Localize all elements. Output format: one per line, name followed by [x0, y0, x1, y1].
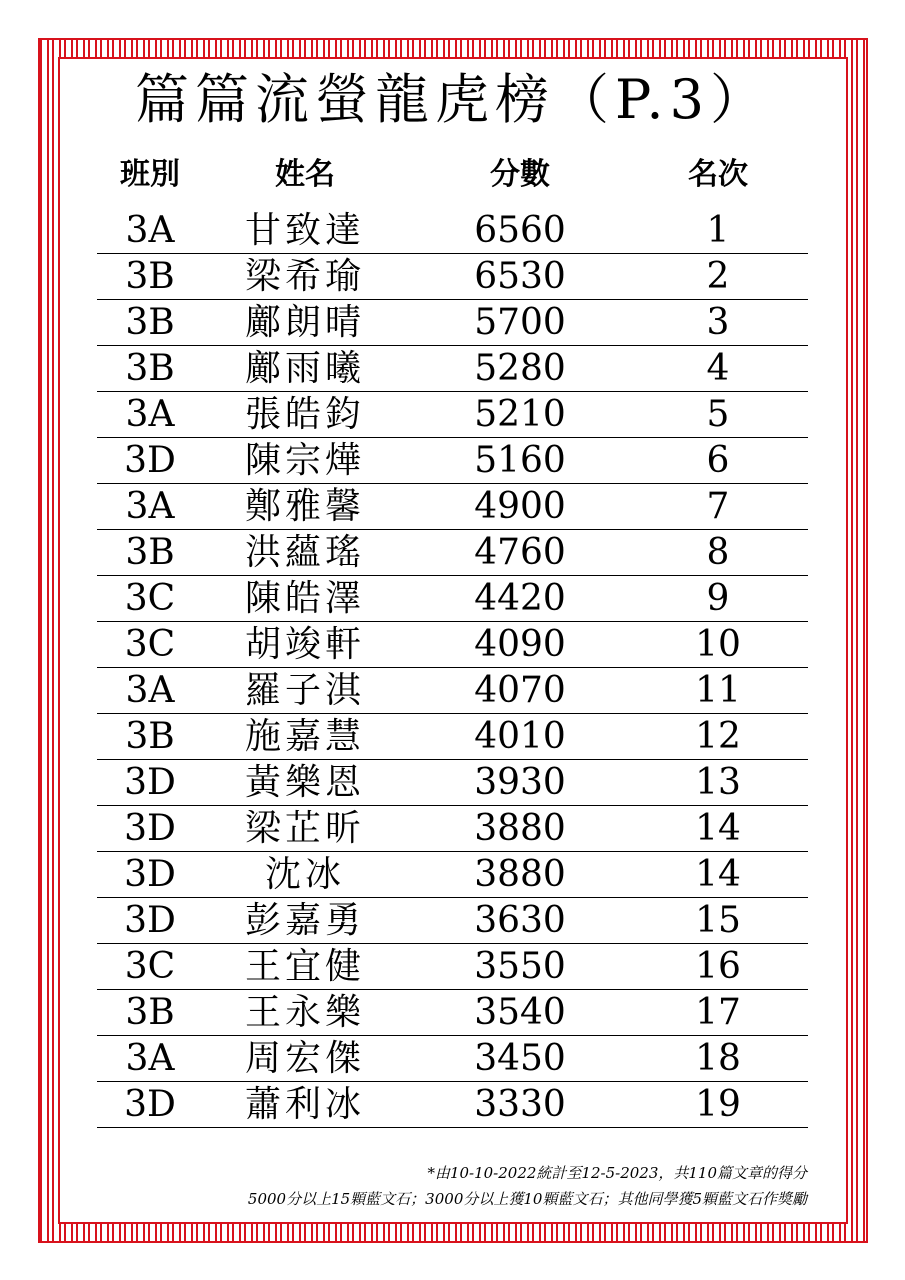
- row-score: 4900: [474, 486, 566, 527]
- row-rank: 4: [706, 348, 730, 389]
- row-class: 3A: [125, 670, 175, 711]
- row-class: 3B: [125, 992, 175, 1033]
- footnote-rewards: 5000分以上15顆藍文石；3000分以上獲10顆藍文石；其他同學獲5顆藍文石作獎勵: [247, 1190, 807, 1208]
- table-row: [97, 622, 808, 668]
- table-row: [97, 1082, 808, 1128]
- row-rank: 9: [706, 578, 730, 619]
- row-score: 5280: [474, 348, 566, 389]
- row-name: 鄺雨曦: [244, 348, 365, 389]
- row-score: 6560: [474, 210, 566, 251]
- row-class: 3D: [124, 854, 176, 895]
- row-name: 羅子淇: [244, 670, 365, 711]
- row-name: 周宏傑: [244, 1038, 365, 1079]
- row-score: 5160: [474, 440, 566, 481]
- row-name: 陳宗燁: [244, 440, 365, 481]
- row-class: 3D: [124, 1084, 176, 1125]
- row-name: 彭嘉勇: [244, 900, 365, 941]
- row-class: 3A: [125, 1038, 175, 1079]
- row-rank: 12: [695, 716, 741, 757]
- row-name: 梁希瑜: [244, 256, 365, 297]
- table-row: [97, 944, 808, 990]
- row-rank: 16: [695, 946, 741, 987]
- row-score: 5700: [474, 302, 566, 343]
- table-row: [97, 668, 808, 714]
- table-row: [97, 346, 808, 392]
- table-row: [97, 208, 808, 254]
- row-score: 3880: [474, 854, 566, 895]
- table-row: [97, 300, 808, 346]
- table-row: [97, 438, 808, 484]
- row-name: 鄺朗晴: [244, 302, 365, 343]
- table-row: [97, 392, 808, 438]
- row-score: 4420: [474, 578, 566, 619]
- header-score: 分數: [490, 157, 550, 192]
- row-rank: 10: [695, 624, 741, 665]
- table-row: [97, 530, 808, 576]
- row-rank: 6: [706, 440, 730, 481]
- row-name: 王宜健: [244, 946, 365, 987]
- row-class: 3A: [125, 394, 175, 435]
- row-class: 3C: [124, 578, 176, 619]
- row-class: 3D: [124, 440, 176, 481]
- row-score: 3540: [474, 992, 566, 1033]
- row-score: 3930: [474, 762, 566, 803]
- header-class: 班別: [120, 157, 180, 192]
- row-class: 3C: [124, 624, 176, 665]
- row-rank: 3: [706, 302, 730, 343]
- row-score: 3630: [474, 900, 566, 941]
- table-row: [97, 484, 808, 530]
- row-rank: 1: [706, 210, 730, 251]
- row-class: 3A: [125, 486, 175, 527]
- page-title: 篇篇流螢龍虎榜（P.3）: [135, 68, 770, 131]
- table-row: [97, 254, 808, 300]
- row-name: 鄭雅馨: [244, 486, 365, 527]
- row-class: 3D: [124, 762, 176, 803]
- row-class: 3B: [125, 256, 175, 297]
- row-score: 5210: [474, 394, 566, 435]
- row-score: 4070: [474, 670, 566, 711]
- table-row: [97, 852, 808, 898]
- row-name: 梁芷昕: [244, 808, 365, 849]
- row-score: 4010: [474, 716, 566, 757]
- row-rank: 18: [695, 1038, 741, 1079]
- table-row: [97, 576, 808, 622]
- row-score: 3880: [474, 808, 566, 849]
- footnote-period: *由10-10-2022統計至12-5-2023，共110篇文章的得分: [427, 1164, 807, 1182]
- row-rank: 15: [695, 900, 741, 941]
- row-name: 施嘉慧: [244, 716, 365, 757]
- row-name: 陳皓澤: [244, 578, 365, 619]
- row-name: 張皓鈞: [244, 394, 365, 435]
- row-name: 胡竣軒: [244, 624, 365, 665]
- row-rank: 8: [706, 532, 730, 573]
- row-rank: 19: [695, 1084, 741, 1125]
- table-row: [97, 714, 808, 760]
- table-row: [97, 1036, 808, 1082]
- table-row: [97, 806, 808, 852]
- row-rank: 13: [695, 762, 741, 803]
- row-class: 3B: [125, 532, 175, 573]
- row-class: 3B: [125, 348, 175, 389]
- row-name: 沈冰: [264, 854, 345, 895]
- table-row: [97, 760, 808, 806]
- row-score: 4090: [474, 624, 566, 665]
- row-class: 3B: [125, 716, 175, 757]
- table-row: [97, 898, 808, 944]
- row-class: 3D: [124, 900, 176, 941]
- row-score: 4760: [474, 532, 566, 573]
- row-rank: 2: [706, 256, 730, 297]
- header-rank: 名次: [688, 157, 748, 192]
- row-rank: 7: [706, 486, 730, 527]
- ranking-table: [97, 208, 808, 1128]
- row-rank: 11: [695, 670, 741, 711]
- row-rank: 5: [706, 394, 730, 435]
- header-name: 姓名: [275, 157, 335, 192]
- row-score: 3330: [474, 1084, 566, 1125]
- row-name: 黃樂恩: [244, 762, 365, 803]
- row-rank: 14: [695, 854, 741, 895]
- row-name: 王永樂: [244, 992, 365, 1033]
- table-row: [97, 990, 808, 1036]
- row-class: 3A: [125, 210, 175, 251]
- row-rank: 14: [695, 808, 741, 849]
- row-class: 3C: [124, 946, 176, 987]
- row-score: 3550: [474, 946, 566, 987]
- row-score: 3450: [474, 1038, 566, 1079]
- row-score: 6530: [474, 256, 566, 297]
- row-class: 3B: [125, 302, 175, 343]
- row-name: 洪蘊瑤: [244, 532, 365, 573]
- row-rank: 17: [695, 992, 741, 1033]
- row-name: 甘致達: [244, 210, 365, 251]
- row-name: 蕭利冰: [244, 1084, 365, 1125]
- row-class: 3D: [124, 808, 176, 849]
